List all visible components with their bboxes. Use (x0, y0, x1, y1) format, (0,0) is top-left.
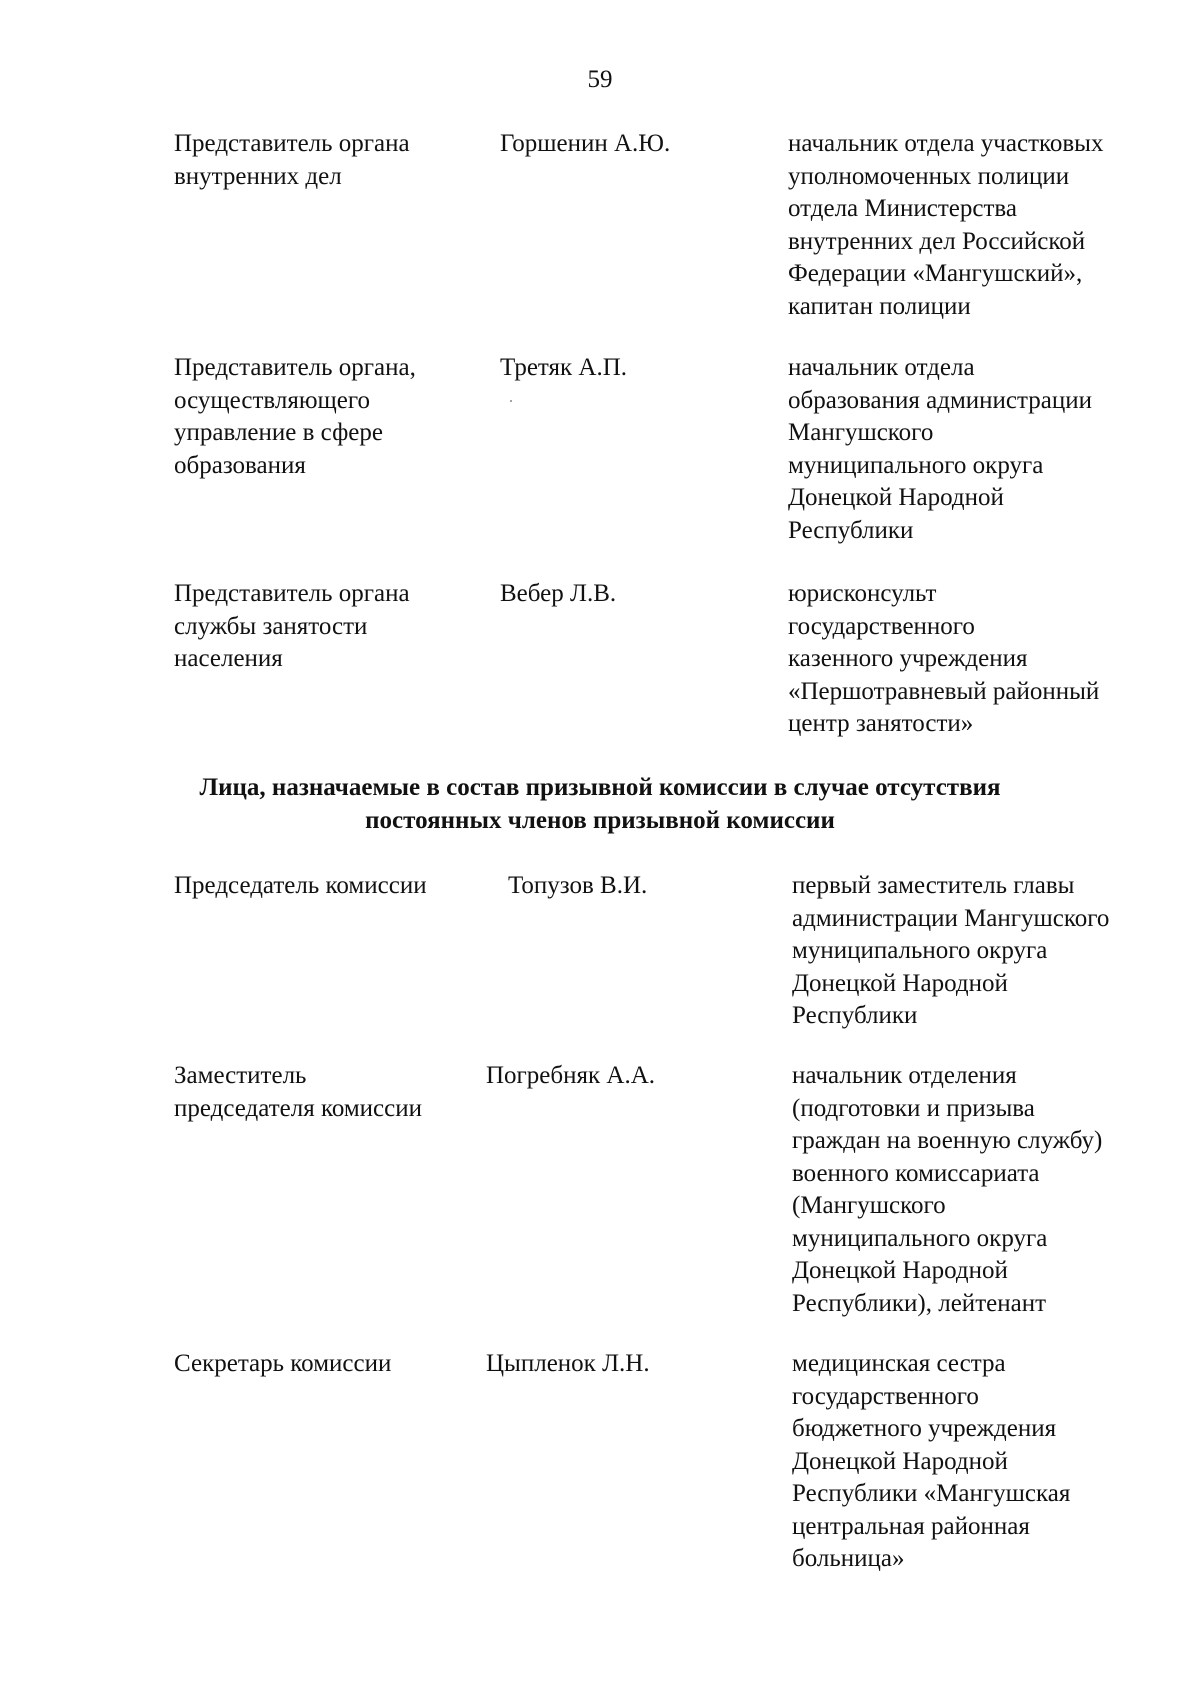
member-position (788, 352, 1092, 547)
member-name: Третяк А.П. (500, 354, 628, 381)
member-position (788, 128, 1103, 323)
position-line: Донецкой Народной (792, 1447, 1008, 1475)
scan-speck (510, 400, 512, 402)
position-line: Донецкой Народной (792, 1257, 1008, 1284)
member-name: Погребняк А.А. (486, 1062, 656, 1089)
member-position (792, 1060, 1102, 1320)
member-name: Цыпленок Л.Н. (486, 1350, 650, 1377)
position-line: Республики (788, 516, 914, 544)
position-line: капитан полиции (788, 292, 971, 320)
position-line: бюджетного учреждения (792, 1415, 1057, 1442)
position-line: государственного (792, 1382, 979, 1410)
member-role (174, 352, 416, 482)
member-position (792, 870, 1109, 1033)
position-line: военного комиссариата (792, 1159, 1040, 1187)
position-line: отдела Министерства (788, 195, 1017, 222)
role-line: службы занятости (174, 612, 368, 640)
member-role (174, 1060, 422, 1125)
position-line: (Мангушского (792, 1192, 946, 1219)
position-line: первый заместитель главы (792, 872, 1075, 899)
member-name: Топузов В.И. (508, 872, 648, 899)
role-line: образования (174, 451, 306, 479)
position-line: граждан на военную службу) (792, 1127, 1103, 1154)
role-line: осуществляющего (174, 386, 370, 414)
position-line: Донецкой Народной (792, 969, 1008, 997)
page-number: 59 (587, 66, 613, 93)
member-role (174, 870, 427, 903)
position-line: начальник отдела участковых (788, 130, 1104, 157)
position-line: Донецкой Народной (788, 484, 1004, 511)
position-line: центральная районная (792, 1512, 1030, 1540)
role-line: населения (174, 645, 283, 672)
member-position (792, 1348, 1070, 1576)
position-line: муниципального округа (788, 451, 1044, 479)
position-line: начальник отдела (788, 354, 975, 381)
member-role (174, 578, 410, 676)
heading-line: постоянных членов призывной комиссии (365, 806, 835, 834)
position-line: Республики (792, 1002, 918, 1029)
role-line: Заместитель (174, 1062, 307, 1089)
role-line: Представитель органа (174, 580, 410, 607)
position-line: центр занятости» (788, 710, 974, 737)
position-line: администрации Мангушского (792, 904, 1110, 932)
role-line: Председатель комиссии (174, 872, 427, 899)
role-line: Представитель органа, (174, 354, 416, 381)
position-line: муниципального округа (792, 1224, 1048, 1252)
position-line: внутренних дел Российской (788, 227, 1086, 255)
member-name: Вебер Л.В. (500, 580, 617, 607)
member-name: Горшенин А.Ю. (500, 130, 671, 157)
role-line: управление в сфере (174, 419, 383, 446)
position-line: «Першотравневый районный (788, 677, 1100, 705)
position-line: начальник отделения (792, 1062, 1017, 1089)
position-line: больница» (792, 1545, 905, 1572)
position-line: образования администрации (788, 386, 1092, 414)
position-line: юрисконсульт (788, 580, 937, 607)
heading-line: Лица, назначаемые в состав призывной комиссии в случае отсутствия (199, 774, 1001, 801)
position-line: Федерации «Мангушский», (788, 260, 1083, 287)
role-line: председателя комиссии (174, 1094, 422, 1122)
role-line: внутренних дел (174, 162, 342, 190)
member-role (174, 128, 410, 193)
position-line: государственного (788, 612, 975, 640)
member-position (788, 578, 1099, 741)
position-line: медицинская сестра (792, 1350, 1006, 1377)
role-line: Представитель органа (174, 130, 410, 157)
position-line: Мангушского (788, 419, 934, 446)
position-line: (подготовки и призыва (792, 1094, 1035, 1122)
member-role (174, 1348, 391, 1381)
position-line: казенного учреждения (788, 645, 1028, 672)
position-line: Республики «Мангушская (792, 1480, 1071, 1507)
role-line: Секретарь комиссии (174, 1350, 392, 1377)
position-line: уполномоченных полиции (788, 162, 1070, 190)
section-heading (0, 772, 1200, 837)
position-line: Республики), лейтенант (792, 1289, 1046, 1317)
position-line: муниципального округа (792, 937, 1048, 964)
